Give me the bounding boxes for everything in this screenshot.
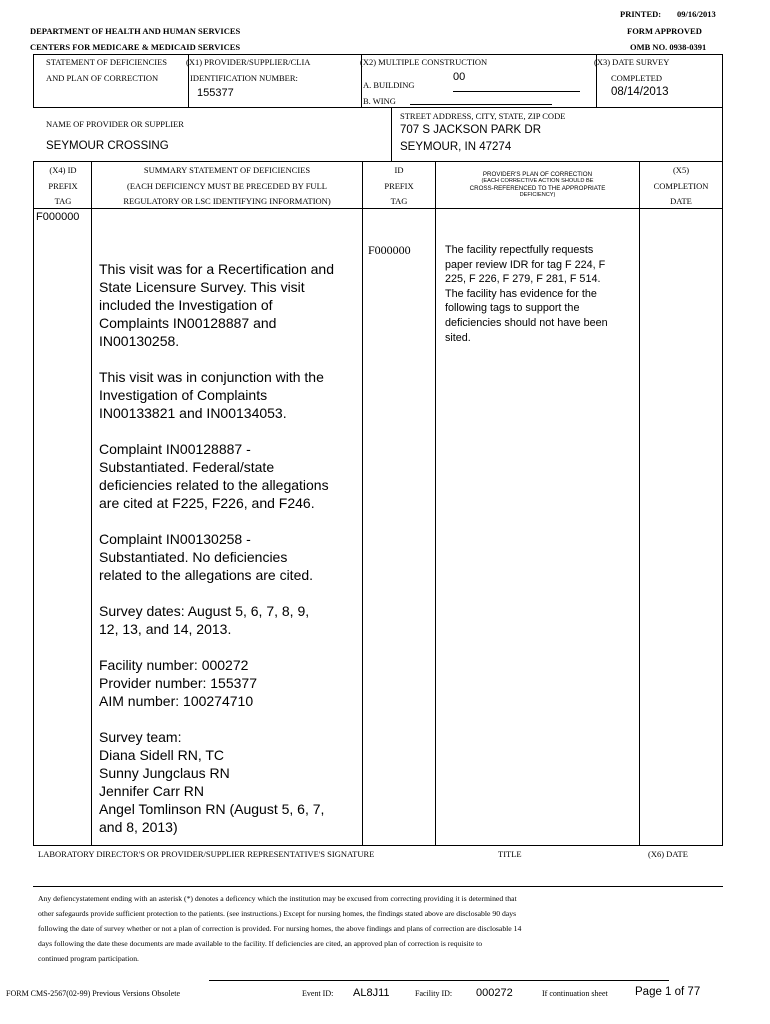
grid-line — [33, 54, 723, 55]
grid-line — [33, 107, 723, 108]
provider-id-label: (X1) PROVIDER/SUPPLIER/CLIA — [186, 57, 311, 67]
printed-date: 09/16/2013 — [677, 9, 716, 19]
city-state-zip: SEYMOUR, IN 47274 — [400, 141, 512, 153]
form-approved: FORM APPROVED — [627, 26, 702, 36]
notice-line: following the date of survey whether or not a plan of correction is provided. For nursing homes, the above findings and plans of correction are disclosable 14 — [38, 924, 522, 933]
grid-line — [639, 161, 640, 846]
plan-header-3: CROSS-REFERENCED TO THE APPROPRIATE — [469, 185, 606, 192]
grid-line — [33, 208, 723, 209]
date-survey-value: 08/14/2013 — [611, 86, 669, 98]
provider-name-label: NAME OF PROVIDER OR SUPPLIER — [46, 119, 184, 129]
grid-line — [722, 54, 723, 846]
provider-id-label-2: IDENTIFICATION NUMBER: — [190, 73, 298, 83]
date-label: DATE — [670, 196, 692, 206]
wing-label: B. WING — [363, 96, 396, 106]
plan-header-2: (EACH CORRECTIVE ACTION SHOULD BE — [481, 178, 594, 184]
statement-label-2: AND PLAN OF CORRECTION — [46, 73, 159, 83]
signature-label: LABORATORY DIRECTOR'S OR PROVIDER/SUPPLIER REPRESENTATIVE'S SIGNATURE — [38, 849, 375, 859]
completed-label: COMPLETED — [611, 73, 662, 83]
summary-text — [99, 260, 359, 836]
plan-header — [436, 171, 639, 199]
x5-label: (X5) — [672, 165, 690, 175]
summary-header-1: SUMMARY STATEMENT OF DEFICIENCIES — [143, 165, 311, 175]
notice-line: days following the date these documents are made available to the facility. If deficiencies are cited, an approved plan of correction is requisite to — [38, 939, 483, 948]
address-label: STREET ADDRESS, CITY, STATE, ZIP CODE — [400, 111, 566, 121]
grid-line — [391, 107, 392, 162]
x6-date-label: (X6) DATE — [648, 849, 688, 859]
grid-line — [362, 161, 363, 846]
x4-tag-label: TAG — [54, 196, 72, 206]
date-survey-label: (X3) DATE SURVEY — [594, 57, 670, 67]
provider-id-value: 155377 — [197, 87, 234, 99]
grid-line — [33, 54, 34, 108]
grid-line — [33, 845, 723, 846]
summary-paragraph: This visit was for a Recertification and State Licensure Survey. This visit included the Investigation of Complaints IN00128887 and IN00130258. — [99, 261, 334, 349]
omb-number: OMB NO. 0938-0391 — [630, 42, 707, 52]
notice-line: Any defiencystatement ending with an asterisk (*) denotes a deficency which the institution may be excused from correcting providing it is determined that — [38, 894, 517, 903]
grid-line — [33, 161, 34, 846]
x4-id-label: (X4) ID — [49, 165, 77, 175]
notice-divider — [33, 886, 723, 887]
building-underline — [453, 91, 580, 92]
summary-paragraph: Complaint IN00128887 - Substantiated. Federal/state deficiencies related to the allegations are cited at F225, F226, and F246. — [99, 441, 329, 511]
summary-paragraph: Facility number: 000272 Provider number: 155377 AIM number: 100274710 — [99, 657, 257, 709]
event-id-label: Event ID: — [302, 989, 334, 998]
right-tag: F000000 — [368, 243, 411, 257]
street-address: 707 S JACKSON PARK DR — [400, 124, 542, 136]
notice-text — [38, 891, 521, 966]
wing-underline — [410, 104, 552, 105]
continuation-label: If continuation sheet — [542, 989, 608, 998]
statement-label-1: STATEMENT OF DEFICIENCIES — [46, 57, 168, 67]
event-id-value: AL8J11 — [353, 987, 390, 999]
summary-header-3: REGULATORY OR LSC IDENTIFYING INFORMATION) — [123, 196, 331, 206]
title-label: TITLE — [498, 849, 522, 859]
summary-paragraph: Complaint IN00130258 - Substantiated. No deficiencies related to the allegations are cited. — [99, 531, 314, 583]
printed-label: PRINTED: — [620, 9, 662, 19]
id-label: ID — [394, 165, 404, 175]
correction-text: The facility repectfully requests paper review IDR for tag F 224, F 225, F 226, F 279, F 281, F 514. The facility has evidence for the following tags to support the deficiencies should not have been sited. — [445, 244, 608, 344]
x4-prefix-label: PREFIX — [48, 181, 78, 191]
tag-label: TAG — [390, 196, 408, 206]
notice-line: other safegaurds provide sufficient protection to the patients. (see instructions.) Except for nursing homes, the findings stated above are disclosable 90 days — [38, 909, 517, 918]
page-number: Page 1 of 77 — [635, 986, 701, 998]
footer-divider — [209, 980, 669, 981]
grid-line — [33, 161, 723, 162]
building-value: 00 — [453, 71, 466, 83]
facility-id-label: Facility ID: — [415, 989, 453, 998]
construction-label: (X2) MULTIPLE CONSTRUCTION — [360, 57, 488, 67]
summary-header-2: (EACH DEFICIENCY MUST BE PRECEDED BY FULL — [127, 181, 327, 191]
plan-header-4: DEFICIENCY) — [519, 192, 556, 198]
centers-title: CENTERS FOR MEDICARE & MEDICAID SERVICES — [30, 42, 241, 52]
left-tag: F000000 — [36, 211, 80, 223]
building-label: A. BUILDING — [363, 80, 415, 90]
grid-line — [435, 161, 436, 846]
grid-line — [91, 161, 92, 846]
department-title: DEPARTMENT OF HEALTH AND HUMAN SERVICES — [30, 26, 241, 36]
summary-paragraph: Survey dates: August 5, 6, 7, 8, 9, 12, 13, and 14, 2013. — [99, 603, 310, 637]
provider-name: SEYMOUR CROSSING — [46, 140, 169, 152]
summary-paragraph: Survey team: Diana Sidell RN, TC Sunny Jungclaus RN Jennifer Carr RN Angel Tomlinson RN (August 5, 6, 7, and 8, 2013) — [99, 729, 325, 835]
completion-label: COMPLETION — [653, 181, 709, 191]
facility-id-value: 000272 — [476, 987, 513, 999]
prefix-label: PREFIX — [384, 181, 414, 191]
form-number: FORM CMS-2567(02-99) Previous Versions Obsolete — [6, 989, 181, 998]
plan-header-1: PROVIDER'S PLAN OF CORRECTION — [482, 171, 593, 178]
summary-paragraph: This visit was in conjunction with the Investigation of Complaints IN00133821 and IN00134053. — [99, 369, 324, 421]
notice-line: continued program participation. — [38, 954, 139, 963]
